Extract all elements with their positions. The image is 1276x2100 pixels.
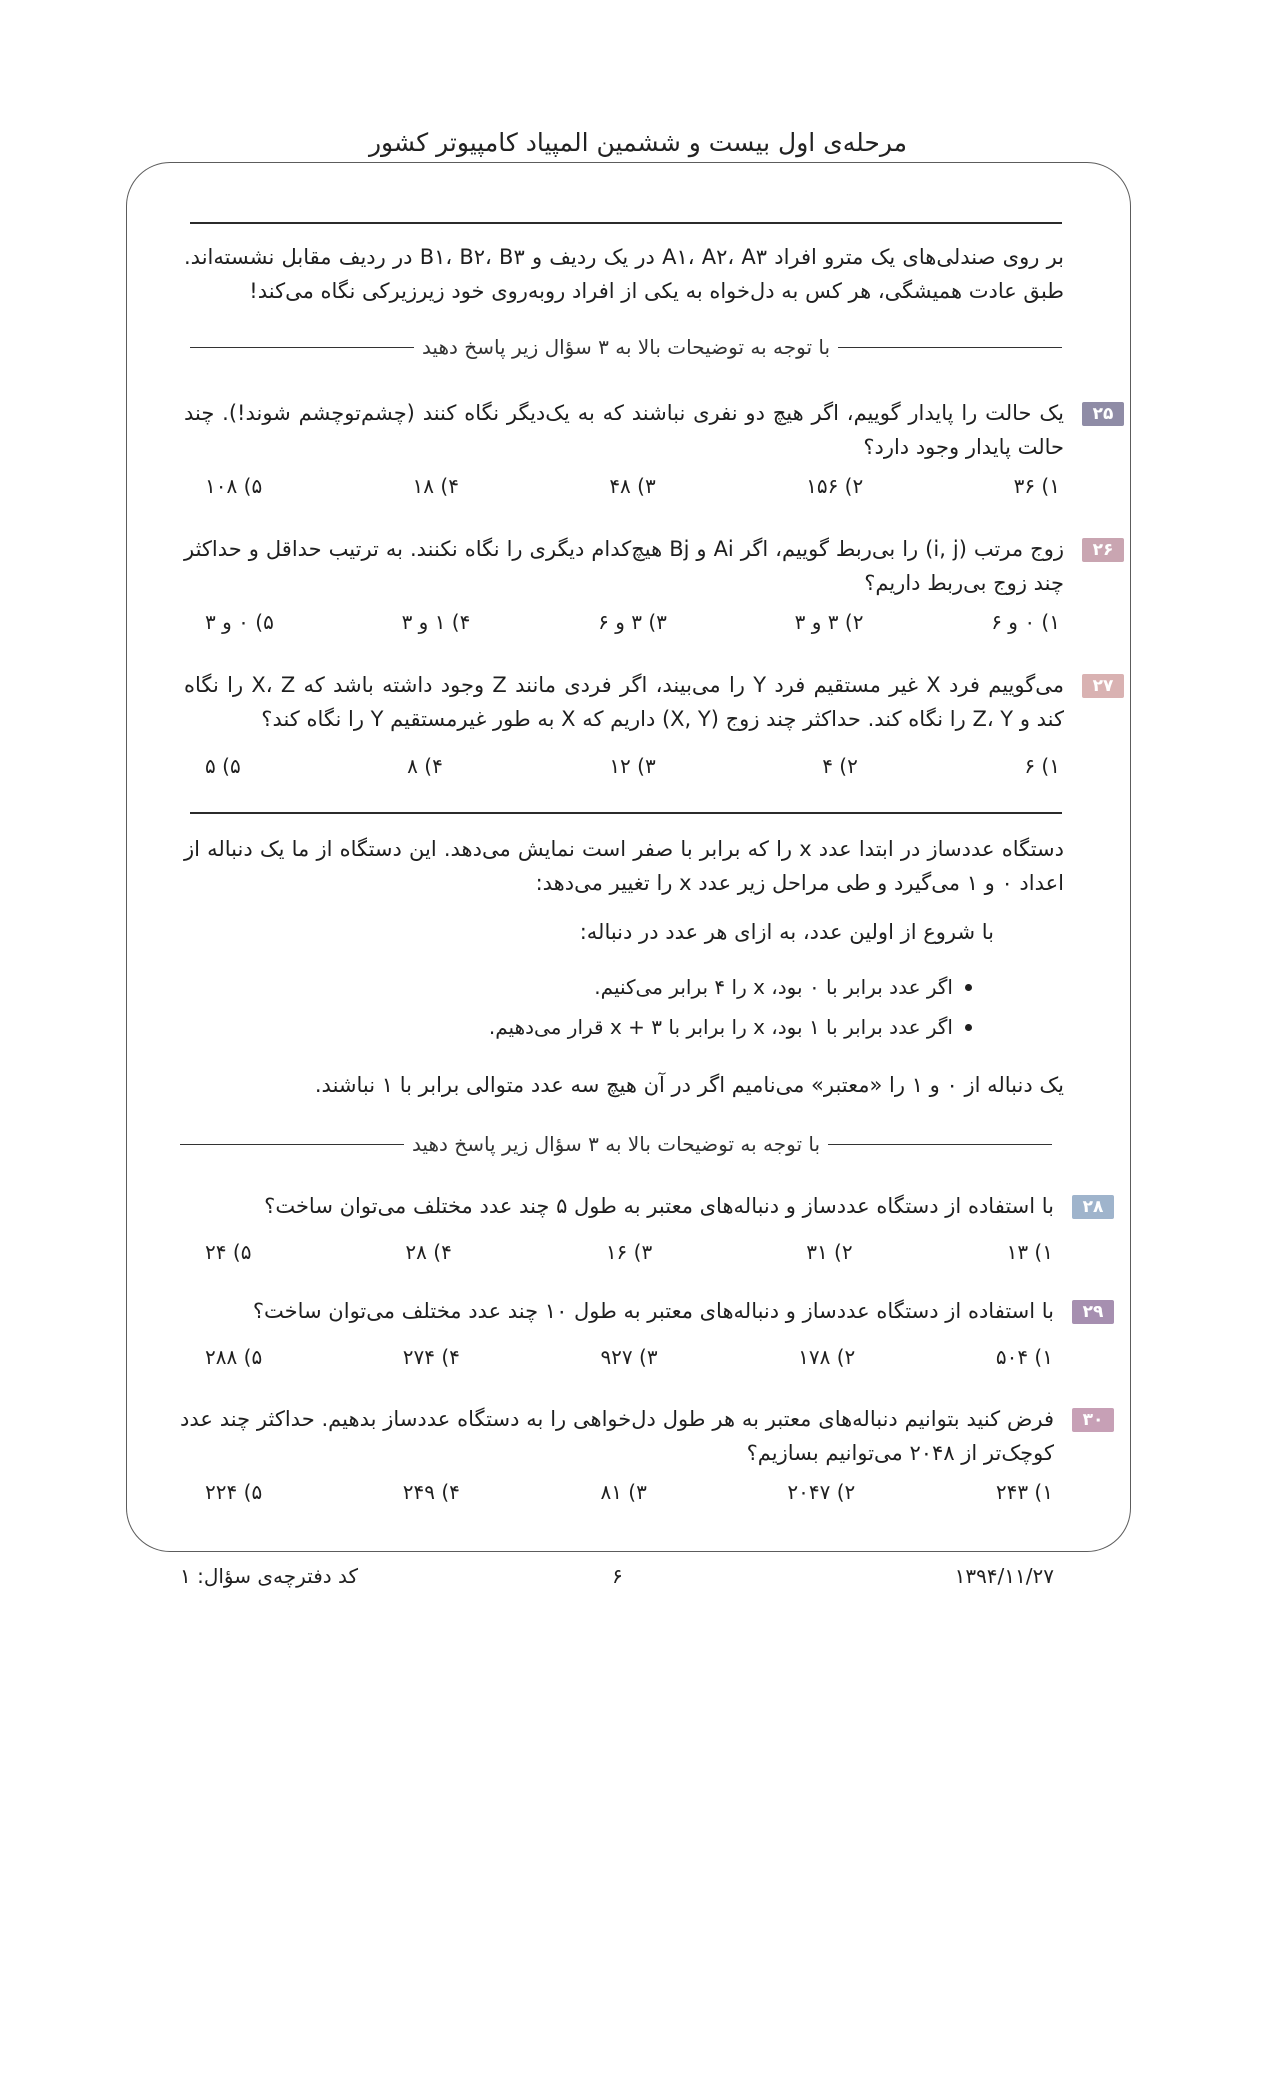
answer-option[interactable]: ۲) ۳۱ xyxy=(806,1240,853,1264)
answer-option[interactable]: ۲) ۱۷۸ xyxy=(798,1345,856,1369)
footer-booklet-code: کد دفترچه‌ی سؤال: ۱ xyxy=(180,1564,359,1588)
answer-options xyxy=(205,754,1060,778)
answer-option[interactable]: ۱) ۲۴۳ xyxy=(995,1480,1053,1504)
answer-option[interactable]: ۵) ۱۰۸ xyxy=(205,474,263,498)
answer-option[interactable]: ۵) ۵ xyxy=(205,754,241,778)
answer-options xyxy=(205,1240,1053,1264)
instruction-rule-left xyxy=(190,347,414,348)
answer-options xyxy=(205,1480,1053,1504)
answer-option[interactable]: ۲) ۴ xyxy=(822,754,858,778)
footer-page-number: ۶ xyxy=(612,1564,623,1588)
answer-option[interactable]: ۴) ۸ xyxy=(407,754,443,778)
procedure-step xyxy=(452,1007,972,1047)
question-text: یک حالت را پایدار گوییم، اگر هیچ دو نفری نباشند که به یک‌دیگر نگاه کنند (چشم‌توچشم شوند!). چند حالت پایدار وجود دارد؟ xyxy=(184,401,1064,459)
instruction-line xyxy=(180,1132,1052,1156)
intro-paragraph-metro: بر روی صندلی‌های یک مترو افراد A۱، A۲، A۳ در یک ردیف و B۱، B۲، B۳ در ردیف مقابل نشسته‌اند. طبق عادت همیشگی، هر کس به دل‌خواه به یکی از افراد روبه‌روی خود زیرزیرکی نگاه می‌کند! xyxy=(184,245,1064,303)
answer-option[interactable]: ۲) ۳ و ۳ xyxy=(794,610,864,634)
answer-option[interactable]: ۳) ۱۶ xyxy=(605,1240,653,1264)
answer-option[interactable]: ۲) ۱۵۶ xyxy=(806,474,864,498)
question-number-badge: ۲۸ xyxy=(1072,1195,1114,1219)
bullet-icon xyxy=(965,1024,972,1031)
question-text: زوج مرتب (i, j) را بی‌ربط گوییم، اگر Ai و Bj هیچ‌کدام دیگری را نگاه نکنند. به ترتیب حداقل و حداکثر چند زوج بی‌ربط داریم؟ xyxy=(184,537,1065,595)
answer-option[interactable]: ۳) ۱۲ xyxy=(609,754,656,778)
answer-options xyxy=(205,1345,1053,1369)
answer-option[interactable]: ۲) ۲۰۴۷ xyxy=(787,1480,856,1504)
question-number-badge: ۲۷ xyxy=(1082,674,1124,698)
answer-option[interactable]: ۳) ۸۱ xyxy=(600,1480,647,1504)
answer-option[interactable]: ۴) ۲۸ xyxy=(405,1240,452,1264)
section-divider xyxy=(190,222,1062,224)
answer-option[interactable]: ۱) ۵۰۴ xyxy=(995,1345,1053,1369)
answer-option[interactable]: ۳) ۴۸ xyxy=(609,474,656,498)
answer-option[interactable]: ۴) ۲۷۴ xyxy=(402,1345,460,1369)
instruction-rule-right xyxy=(838,347,1062,348)
answer-option[interactable]: ۱) ۳۶ xyxy=(1013,474,1060,498)
section-divider xyxy=(190,812,1062,814)
answer-options xyxy=(205,474,1060,498)
footer-date: ۱۳۹۴/۱۱/۲۷ xyxy=(954,1564,1054,1588)
instruction-text: با توجه به توضیحات بالا به ۳ سؤال زیر پاسخ دهید xyxy=(411,1132,821,1156)
answer-option[interactable]: ۵) ۲۲۴ xyxy=(205,1480,263,1504)
answer-option[interactable]: ۱) ۰ و ۶ xyxy=(991,610,1060,634)
question-text: می‌گوییم فرد X غیر مستقیم فرد Y را می‌بیند، اگر فردی مانند Z وجود داشته باشد که X، Z را نگاه کند و Z، Y را نگاه کند. حداکثر چند زوج (X, Y) داریم که X به طور غیرمستقیم Y را نگاه کند؟ xyxy=(184,673,1064,731)
bullet-icon xyxy=(965,984,972,991)
instruction-text: با توجه به توضیحات بالا به ۳ سؤال زیر پاسخ دهید xyxy=(421,335,831,359)
page-title: مرحله‌ی اول بیست و ششمین المپیاد کامپیوتر کشور xyxy=(368,128,908,157)
answer-option[interactable]: ۵) ۲۴ xyxy=(205,1240,252,1264)
instruction-rule-left xyxy=(180,1144,404,1145)
answer-option[interactable]: ۱) ۶ xyxy=(1024,754,1060,778)
question-text: با استفاده از دستگاه عددساز و دنباله‌های معتبر به طول ۵ چند عدد مختلف می‌توان ساخت؟ xyxy=(264,1194,1054,1218)
answer-option[interactable]: ۵) ۲۸۸ xyxy=(205,1345,263,1369)
answer-option[interactable]: ۳) ۳ و ۶ xyxy=(598,610,667,634)
instruction-rule-right xyxy=(828,1144,1052,1145)
instruction-line xyxy=(190,335,1062,359)
question-number-badge: ۲۹ xyxy=(1072,1300,1114,1324)
procedure-step-text: اگر عدد برابر با ۱ بود، x را برابر با x + ۳ قرار می‌دهیم. xyxy=(488,1015,953,1039)
question-number-badge: ۲۶ xyxy=(1082,538,1124,562)
question-number-badge: ۲۵ xyxy=(1082,402,1124,426)
answer-option[interactable]: ۳) ۹۲۷ xyxy=(600,1345,658,1369)
answer-options xyxy=(205,610,1060,634)
answer-option[interactable]: ۴) ۲۴۹ xyxy=(402,1480,460,1504)
question-number-badge: ۳۰ xyxy=(1072,1408,1114,1432)
answer-option[interactable]: ۴) ۱ و ۳ xyxy=(401,610,471,634)
intro-paragraph-number-machine: دستگاه عددساز در ابتدا عدد x را که برابر با صفر است نمایش می‌دهد. این دستگاه از ما یک دنباله از اعداد ۰ و ۱ می‌گیرد و طی مراحل زیر عدد x را تغییر می‌دهد: xyxy=(184,837,1064,895)
answer-option[interactable]: ۴) ۱۸ xyxy=(412,474,459,498)
valid-sequence-definition: یک دنباله از ۰ و ۱ را «معتبر» می‌نامیم اگر در آن هیچ سه عدد متوالی برابر با ۱ نباشند. xyxy=(314,1073,1064,1097)
question-text: با استفاده از دستگاه عددساز و دنباله‌های معتبر به طول ۱۰ چند عدد مختلف می‌توان ساخت؟ xyxy=(252,1299,1054,1323)
procedure-step xyxy=(452,967,972,1007)
answer-option[interactable]: ۵) ۰ و ۳ xyxy=(205,610,274,634)
procedure-steps xyxy=(452,967,972,1047)
procedure-step-text: اگر عدد برابر با ۰ بود، x را ۴ برابر می‌کنیم. xyxy=(594,975,953,999)
answer-option[interactable]: ۱) ۱۳ xyxy=(1006,1240,1053,1264)
question-text: فرض کنید بتوانیم دنباله‌های معتبر به هر طول دل‌خواهی را به دستگاه عددساز بدهیم. حداکثر چند عدد کوچک‌تر از ۲۰۴۸ می‌توانیم بسازیم؟ xyxy=(180,1407,1054,1465)
procedure-lead: با شروع از اولین عدد، به ازای هر عدد در دنباله: xyxy=(579,920,994,944)
